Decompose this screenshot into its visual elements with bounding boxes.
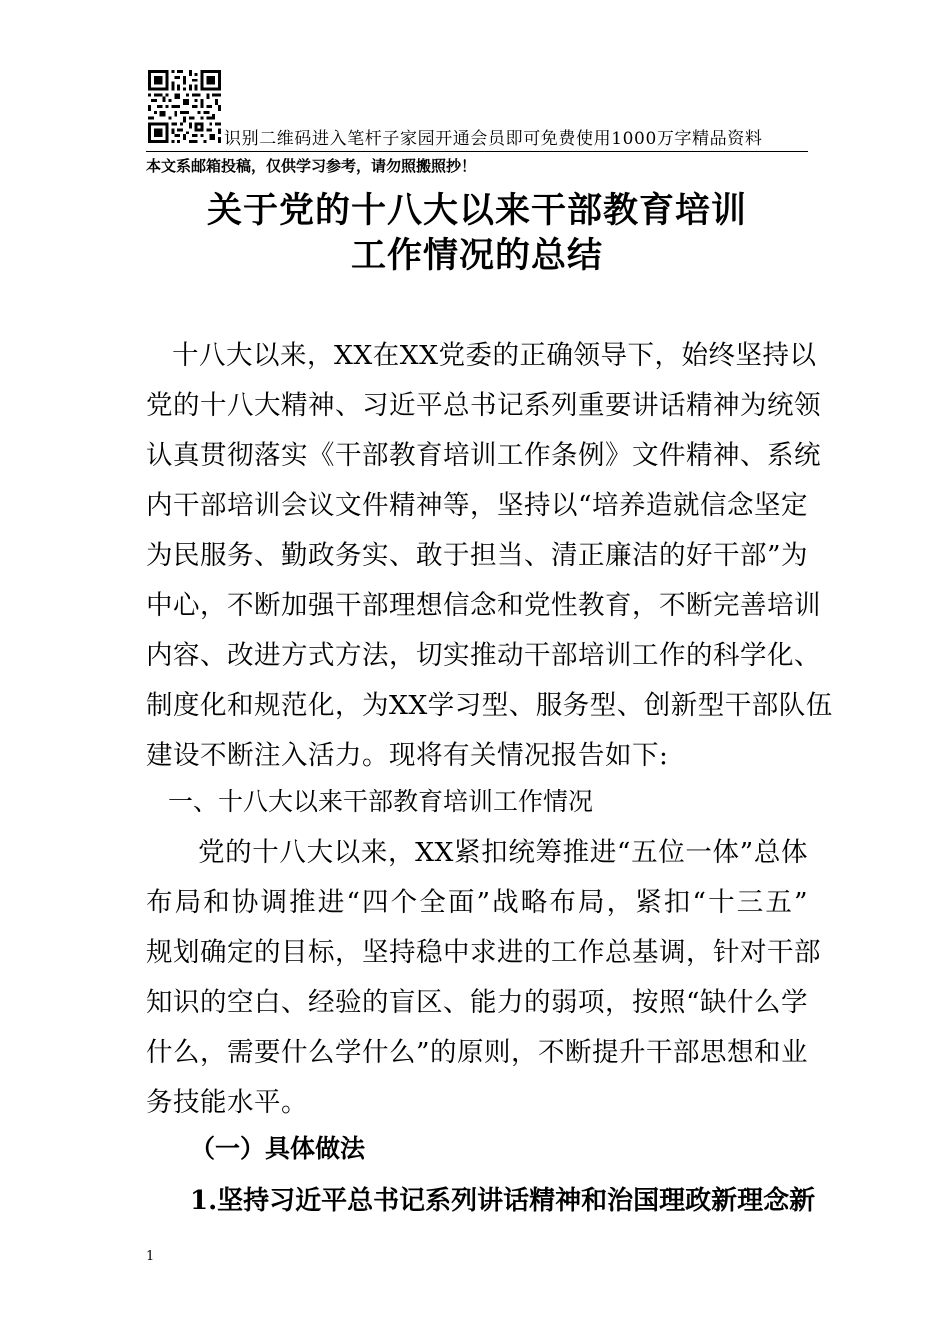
document-title-line-2: 工作情况的总结: [350, 235, 603, 276]
document-title-line-1: 关于党的十八大以来干部教育培训: [206, 190, 747, 231]
intro-line: 党的十八大精神、习近平总书记系列重要讲话精神为统领: [146, 390, 821, 421]
header-divider: [146, 151, 808, 152]
section-1-line: 务技能水平。: [146, 1087, 308, 1118]
intro-line: 为民服务、勤政务实、敢于担当、清正廉洁的好干部”为: [146, 540, 809, 571]
disclaimer-text: 本文系邮箱投稿，仅供学习参考，请勿照搬照抄！: [146, 157, 477, 175]
intro-line: 内容、改进方式方法，切实推动干部培训工作的科学化、: [146, 640, 821, 671]
section-1-line: 知识的空白、经验的盲区、能力的弱项，按照“缺什么学: [146, 987, 809, 1018]
header-promo-text: 识别二维码进入笔杆子家园开通会员即可免费使用1000万字精品资料: [224, 129, 763, 149]
qr-code-icon: [148, 70, 221, 143]
page-number: 1: [146, 1249, 155, 1264]
section-1-line: 规划确定的目标，坚持稳中求进的工作总基调，针对干部: [146, 937, 821, 968]
intro-line: 建设不断注入活力。现将有关情况报告如下:: [146, 740, 669, 771]
intro-line: 十八大以来，XX在XX党委的正确领导下，始终坚持以: [172, 340, 817, 371]
intro-line: 认真贯彻落实《干部教育培训工作条例》文件精神、系统: [146, 440, 821, 471]
subsection-heading: （一）具体做法: [190, 1134, 366, 1163]
section-1-line: 什么，需要什么学什么”的原则，不断提升干部思想和业: [146, 1037, 809, 1068]
section-1-line: 布局和协调推进“四个全面”战略布局，紧扣“十三五”: [146, 887, 808, 918]
intro-line: 中心，不断加强干部理想信念和党性教育，不断完善培训: [146, 590, 821, 621]
section-1-heading: 一、十八大以来干部教育培训工作情况: [168, 787, 594, 816]
intro-line: 内干部培训会议文件精神等，坚持以“培养造就信念坚定: [146, 490, 809, 521]
item-1-heading: 1.坚持习近平总书记系列讲话精神和治国理政新理念新: [190, 1186, 816, 1216]
section-1-line: 党的十八大以来，XX紧扣统筹推进“五位一体”总体: [198, 837, 808, 868]
intro-line: 制度化和规范化，为XX学习型、服务型、创新型干部队伍: [146, 690, 833, 721]
